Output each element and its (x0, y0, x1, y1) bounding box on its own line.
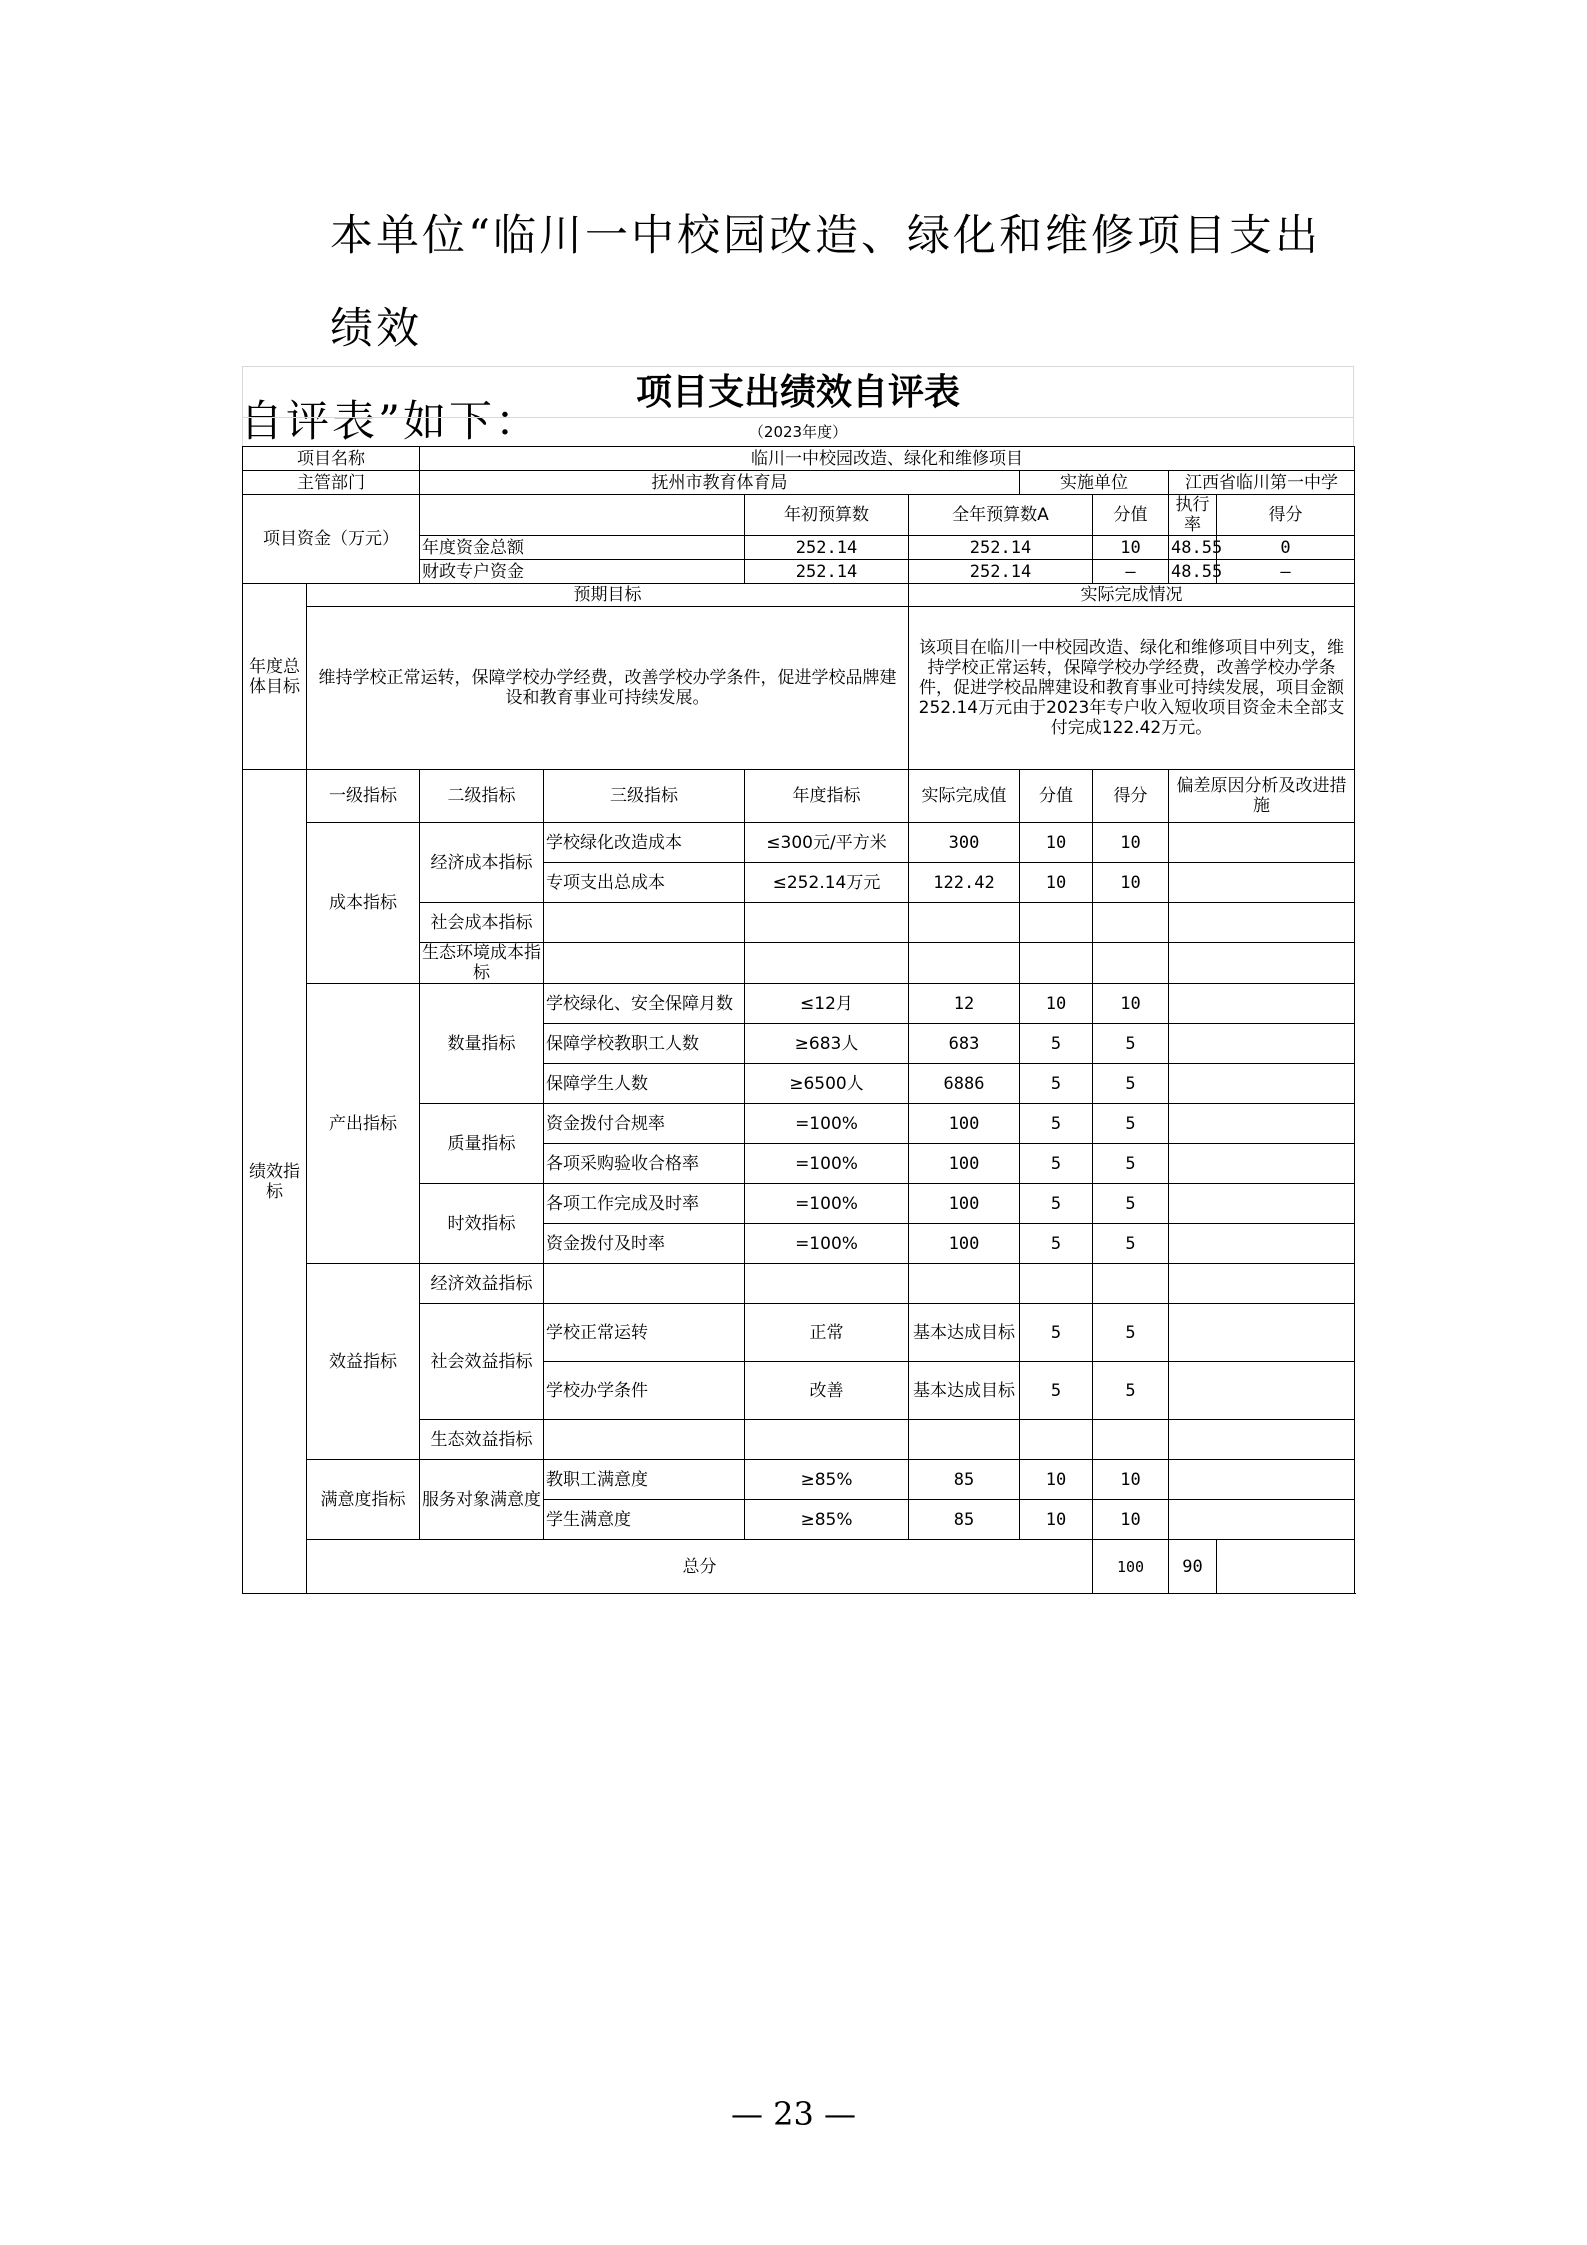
evaluation-sheet (242, 366, 1354, 1614)
indicator-score: 10 (1093, 1460, 1169, 1500)
level2-eco-benefit: 生态效益指标 (420, 1420, 544, 1460)
indicator-deviation (1169, 1460, 1355, 1500)
goal-header-row (243, 584, 1355, 607)
fund-score-value: 10 (1093, 536, 1169, 560)
indicator-actual: 12 (909, 984, 1020, 1024)
indicator-score: 5 (1093, 1362, 1169, 1420)
indicator-deviation (1169, 1304, 1355, 1362)
perf-header-deviation: 偏差原因分析及改进措施 (1169, 770, 1355, 823)
indicator-value: 5 (1020, 1024, 1093, 1064)
indicator-deviation (1169, 1104, 1355, 1144)
project-name-row (243, 447, 1355, 471)
indicator-score: 10 (1093, 984, 1169, 1024)
fund-header-initial: 年初预算数 (745, 495, 909, 536)
table-row (243, 1460, 1355, 1500)
indicator-name: 资金拨付合规率 (544, 1104, 745, 1144)
indicator-actual: 100 (909, 1104, 1020, 1144)
level1-output: 产出指标 (307, 984, 420, 1264)
indicator-target: ≥85% (745, 1500, 909, 1540)
fund-score-value: — (1093, 560, 1169, 584)
impl-value: 江西省临川第一中学 (1169, 471, 1355, 495)
perf-header-level1: 一级指标 (307, 770, 420, 823)
indicator-score: 10 (1093, 1500, 1169, 1540)
indicator-target: ≤12月 (745, 984, 909, 1024)
intro-line-2: 自评表”如下： (240, 397, 541, 447)
impl-label: 实施单位 (1020, 471, 1169, 495)
indicator-value: 10 (1020, 1500, 1093, 1540)
indicator-target: ≥85% (745, 1460, 909, 1500)
perf-header-target: 年度指标 (745, 770, 909, 823)
fund-rate: 48.55 (1169, 560, 1217, 584)
level2-quality: 质量指标 (420, 1104, 544, 1184)
table-row (243, 1264, 1355, 1304)
perf-header-value: 分值 (1020, 770, 1093, 823)
perf-header-score: 得分 (1093, 770, 1169, 823)
indicator-value: 10 (1020, 863, 1093, 903)
fund-annual: 252.14 (909, 560, 1093, 584)
fund-annual: 252.14 (909, 536, 1093, 560)
indicator-score: 5 (1093, 1304, 1169, 1362)
fund-empty-header (420, 495, 745, 536)
indicator-score: 5 (1093, 1024, 1169, 1064)
indicator-actual: 基本达成目标 (909, 1304, 1020, 1362)
indicator-score: 5 (1093, 1224, 1169, 1264)
indicator-value: 10 (1020, 984, 1093, 1024)
indicator-score: 5 (1093, 1144, 1169, 1184)
fund-row-label: 年度资金总额 (420, 536, 745, 560)
total-score: 90 (1169, 1540, 1217, 1594)
level2-econ-cost: 经济成本指标 (420, 823, 544, 903)
indicator-deviation (1169, 1064, 1355, 1104)
indicator-name: 教职工满意度 (544, 1460, 745, 1500)
indicator-actual: 122.42 (909, 863, 1020, 903)
level2-service: 服务对象满意度 (420, 1460, 544, 1540)
indicator-deviation (1169, 1362, 1355, 1420)
level1-cost: 成本指标 (307, 823, 420, 984)
indicator-score: 10 (1093, 823, 1169, 863)
fund-header-value: 分值 (1093, 495, 1169, 536)
indicator-value: 5 (1020, 1304, 1093, 1362)
indicator-actual: 100 (909, 1144, 1020, 1184)
indicator-name: 学校绿化改造成本 (544, 823, 745, 863)
fund-label: 项目资金（万元） (243, 495, 420, 584)
level2-social-cost: 社会成本指标 (420, 903, 544, 943)
indicator-deviation (1169, 823, 1355, 863)
indicator-deviation (1169, 1224, 1355, 1264)
total-deviation (1217, 1540, 1355, 1594)
indicator-target: =100% (745, 1144, 909, 1184)
indicator-name: 学校办学条件 (544, 1362, 745, 1420)
project-name-label: 项目名称 (243, 447, 420, 471)
evaluation-table (242, 446, 1355, 1594)
indicator-score: 10 (1093, 863, 1169, 903)
indicator-deviation (1169, 1144, 1355, 1184)
indicator-value: 5 (1020, 1104, 1093, 1144)
indicator-actual: 基本达成目标 (909, 1362, 1020, 1420)
indicator-score: 5 (1093, 1104, 1169, 1144)
dept-label: 主管部门 (243, 471, 420, 495)
indicator-value: 5 (1020, 1224, 1093, 1264)
indicator-target: 正常 (745, 1304, 909, 1362)
indicator-name: 专项支出总成本 (544, 863, 745, 903)
fund-rate: 48.55 (1169, 536, 1217, 560)
indicator-target: ≤300元/平方米 (745, 823, 909, 863)
fund-header-score: 得分 (1217, 495, 1355, 536)
indicator-name: 学校正常运转 (544, 1304, 745, 1362)
fund-initial: 252.14 (745, 536, 909, 560)
indicator-value: 10 (1020, 1460, 1093, 1500)
indicator-name: 资金拨付及时率 (544, 1224, 745, 1264)
indicator-target: ≥6500人 (745, 1064, 909, 1104)
indicator-actual: 100 (909, 1224, 1020, 1264)
level2-timeliness: 时效指标 (420, 1184, 544, 1264)
indicator-actual: 6886 (909, 1064, 1020, 1104)
fund-score: 0 (1217, 536, 1355, 560)
level2-quantity: 数量指标 (420, 984, 544, 1104)
indicator-name: 学校绿化、安全保障月数 (544, 984, 745, 1024)
indicator-target: =100% (745, 1224, 909, 1264)
dept-value: 抚州市教育体育局 (420, 471, 1020, 495)
project-name-value: 临川一中校园改造、绿化和维修项目 (420, 447, 1355, 471)
actual-text: 该项目在临川一中校园改造、绿化和维修项目中列支，维持学校正常运转，保障学校办学经费，改善学校办学条件，促进学校品牌建设和教育事业可持续发展，项目金额252.14万元由于2023年专户收入短收项目资金未全部支付完成122.42万元。 (909, 607, 1355, 770)
indicator-name: 保障学校教职工人数 (544, 1024, 745, 1064)
fund-header-rate: 执行率 (1169, 495, 1217, 536)
table-title: 项目支出绩效自评表 (242, 366, 1354, 418)
table-row (243, 823, 1355, 863)
intro-line-1: 本单位“临川一中校园改造、绿化和维修项目支出绩效 (330, 211, 1321, 354)
fund-score: — (1217, 560, 1355, 584)
fund-header-row (243, 495, 1355, 536)
indicator-deviation (1169, 1024, 1355, 1064)
indicator-target: ≤252.14万元 (745, 863, 909, 903)
table-row (243, 984, 1355, 1024)
indicator-target: =100% (745, 1184, 909, 1224)
fund-initial: 252.14 (745, 560, 909, 584)
level2-social-benefit: 社会效益指标 (420, 1304, 544, 1420)
level2-econ-benefit: 经济效益指标 (420, 1264, 544, 1304)
fund-header-annual: 全年预算数A (909, 495, 1093, 536)
total-label: 总分 (307, 1540, 1093, 1594)
indicator-name: 各项采购验收合格率 (544, 1144, 745, 1184)
indicator-value: 5 (1020, 1144, 1093, 1184)
perf-header-level2: 二级指标 (420, 770, 544, 823)
indicator-actual: 300 (909, 823, 1020, 863)
expected-text: 维持学校正常运转，保障学校办学经费，改善学校办学条件，促进学校品牌建设和教育事业可持续发展。 (307, 607, 909, 770)
indicator-deviation (1169, 863, 1355, 903)
table-year: （2023年度） (242, 418, 1354, 446)
goal-label: 年度总体目标 (243, 584, 307, 770)
level1-satisfaction: 满意度指标 (307, 1460, 420, 1540)
actual-label: 实际完成情况 (909, 584, 1355, 607)
indicator-value: 5 (1020, 1362, 1093, 1420)
indicator-actual: 100 (909, 1184, 1020, 1224)
perf-label: 绩效指标 (243, 770, 307, 1594)
level2-eco-cost: 生态环境成本指标 (420, 943, 544, 984)
indicator-actual: 683 (909, 1024, 1020, 1064)
indicator-score: 5 (1093, 1064, 1169, 1104)
dept-row (243, 471, 1355, 495)
indicator-value: 5 (1020, 1184, 1093, 1224)
indicator-value: 5 (1020, 1064, 1093, 1104)
fund-row-label: 财政专户资金 (420, 560, 745, 584)
indicator-actual: 85 (909, 1500, 1020, 1540)
indicator-deviation (1169, 1500, 1355, 1540)
indicator-target: ≥683人 (745, 1024, 909, 1064)
perf-header-row (243, 770, 1355, 823)
total-row (243, 1540, 1355, 1594)
perf-header-level3: 三级指标 (544, 770, 745, 823)
perf-header-actual: 实际完成值 (909, 770, 1020, 823)
indicator-actual: 85 (909, 1460, 1020, 1500)
indicator-name: 学生满意度 (544, 1500, 745, 1540)
indicator-score: 5 (1093, 1184, 1169, 1224)
indicator-target: 改善 (745, 1362, 909, 1420)
page-number: — 23 — (730, 2095, 857, 2133)
indicator-deviation (1169, 1184, 1355, 1224)
indicator-name: 各项工作完成及时率 (544, 1184, 745, 1224)
indicator-deviation (1169, 984, 1355, 1024)
goal-text-row (243, 607, 1355, 770)
indicator-name: 保障学生人数 (544, 1064, 745, 1104)
indicator-target: =100% (745, 1104, 909, 1144)
level1-benefit: 效益指标 (307, 1264, 420, 1460)
expected-label: 预期目标 (307, 584, 909, 607)
indicator-value: 10 (1020, 823, 1093, 863)
total-value: 100 (1093, 1540, 1169, 1594)
